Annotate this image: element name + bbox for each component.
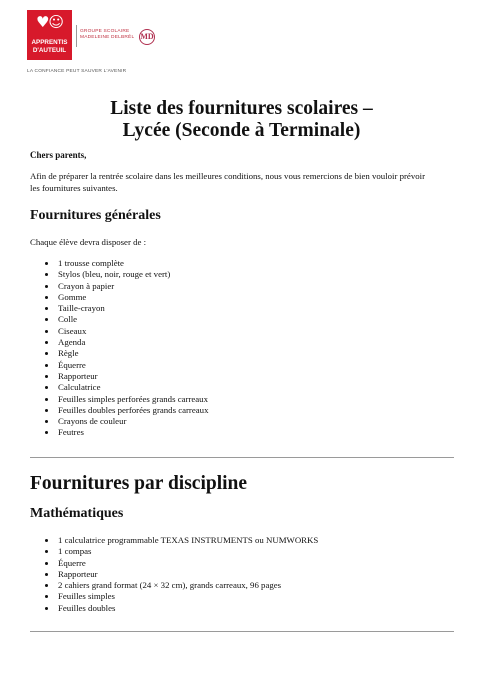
list-item: Calculatrice (0, 382, 208, 393)
list-item: Règle (0, 348, 208, 359)
tagline: LA CONFIANCE PEUT SAUVER L'AVENIR (27, 69, 127, 74)
list-item: Gomme (0, 292, 208, 303)
general-supplies-lead: Chaque élève devra disposer de : (30, 237, 147, 247)
discipline-heading: Fournitures par discipline (30, 473, 248, 494)
list-item: Feuilles doubles (0, 603, 318, 614)
greeting: Chers parents, (30, 150, 87, 160)
list-item: Feuilles simples (0, 591, 318, 602)
list-item: Équerre (0, 360, 208, 371)
list-item: Crayon à papier (0, 281, 208, 292)
logo-brand-line2: D'AUTEUIL (32, 47, 67, 54)
groupe-line2: MADELEINE DELBRÊL (80, 35, 135, 40)
list-item: Équerre (0, 558, 318, 569)
section-divider (30, 631, 454, 632)
general-supplies-heading: Fournitures générales (30, 208, 161, 223)
list-item: 1 trousse complète (0, 258, 208, 269)
mathematics-heading: Mathématiques (30, 506, 124, 521)
apprentis-dauteuil-logo (27, 10, 72, 60)
list-item: Colle (0, 314, 208, 325)
general-supplies-list (0, 258, 208, 439)
logo-brand-line1: APPRENTIS (31, 39, 68, 46)
list-item: Stylos (bleu, noir, rouge et vert) (0, 269, 208, 280)
list-item: 1 compas (0, 546, 318, 557)
list-item: Rapporteur (0, 569, 318, 580)
list-item: Crayons de couleur (0, 416, 208, 427)
list-item: Feuilles simples perforées grands carreaux (0, 394, 208, 405)
section-divider (30, 457, 454, 458)
list-item: Agenda (0, 337, 208, 348)
list-item: Feutres (0, 427, 208, 438)
list-item: 2 cahiers grand format (24 × 32 cm), grands carreaux, 96 pages (0, 580, 318, 591)
list-item: Taille-crayon (0, 303, 208, 314)
md-emblem-icon: MD (139, 29, 155, 45)
logo-mark-icon: ♥☺ (35, 13, 64, 31)
intro-paragraph: Afin de préparer la rentrée scolaire dans les meilleures conditions, nous vous remercions de bien vouloir prévoir les fournitures suivantes. (30, 171, 425, 193)
page-title-line1: Liste des fournitures scolaires – (110, 98, 373, 119)
list-item: Rapporteur (0, 371, 208, 382)
list-item: 1 calculatrice programmable TEXAS INSTRUMENTS ou NUMWORKS (0, 535, 318, 546)
list-item: Ciseaux (0, 326, 208, 337)
page-title-line2: Lycée (Seconde à Terminale) (122, 120, 361, 141)
list-item: Feuilles doubles perforées grands carreaux (0, 405, 208, 416)
groupe-line1: GROUPE SCOLAIRE (80, 29, 130, 34)
logo-divider (76, 25, 77, 47)
groupe-scolaire-label (80, 29, 134, 41)
mathematics-supplies-list (0, 535, 318, 614)
